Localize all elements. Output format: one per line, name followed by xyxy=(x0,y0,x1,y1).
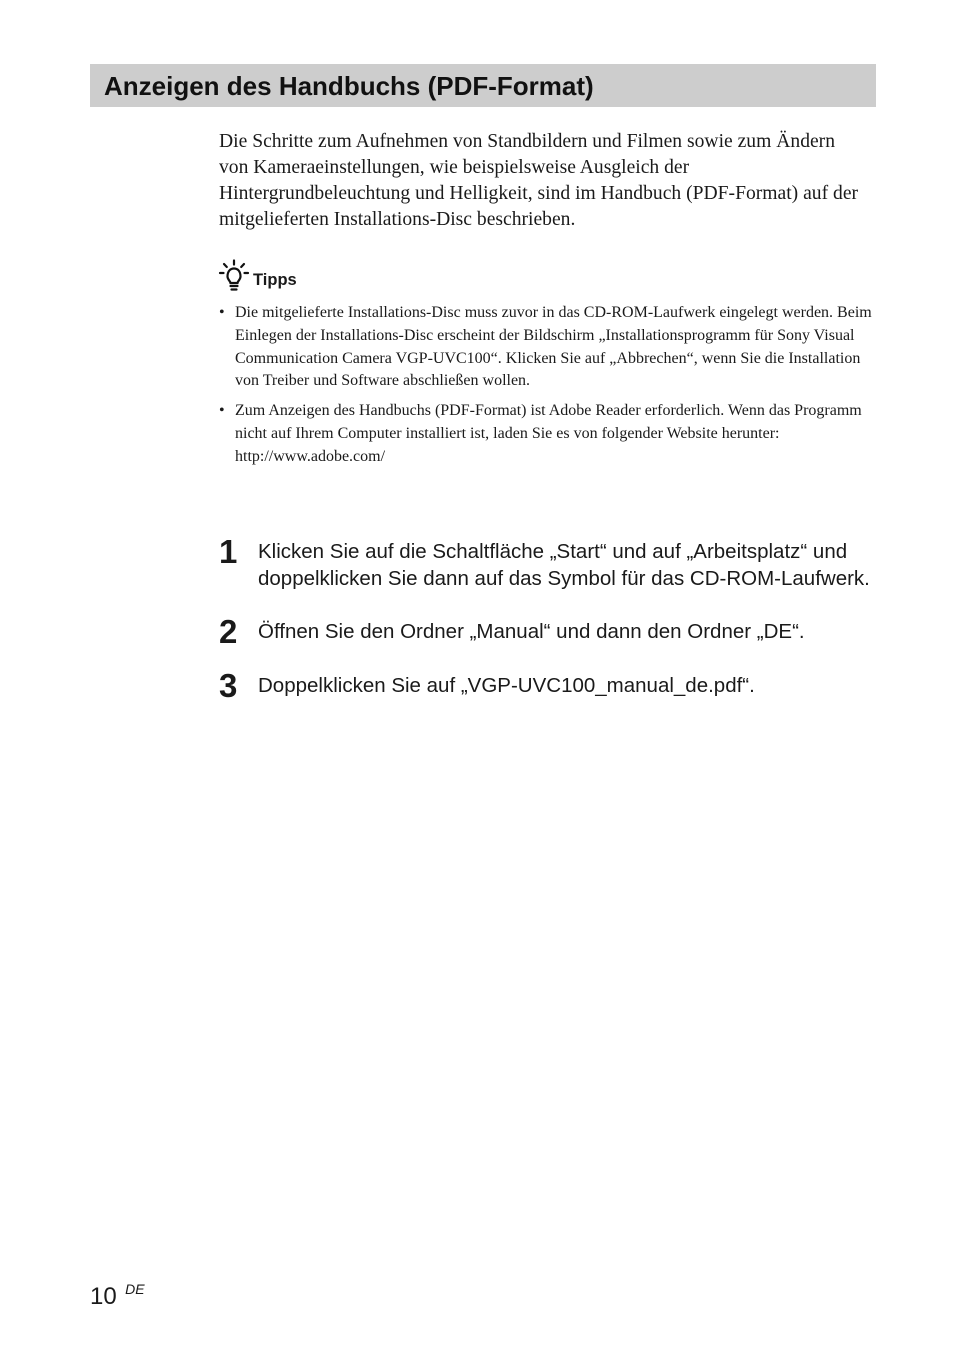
tips-list xyxy=(219,302,874,476)
intro-paragraph: Die Schritte zum Aufnehmen von Standbildern und Filmen sowie zum Ändern von Kameraeinstellungen, wie beispielsweise Ausgleich der Hintergrundbeleuchtung und Helligkeit, sind im Handbuch (PDF-Format) auf der mitgelieferten Installations-Disc beschrieben. xyxy=(219,131,859,230)
step-item xyxy=(219,533,879,592)
tips-label: Tipps xyxy=(253,270,297,289)
step-item xyxy=(219,613,879,650)
section-title: Anzeigen des Handbuchs (PDF-Format) xyxy=(104,71,594,101)
step-text: Klicken Sie auf die Schaltfläche „Start“ und auf „Arbeitsplatz“ und doppelklicken Sie dann auf das Symbol für das CD-ROM-Laufwerk. xyxy=(258,540,870,590)
tip-item xyxy=(219,400,874,468)
adobe-url: http://www.adobe.com/ xyxy=(235,447,386,465)
bullet: • xyxy=(219,402,225,420)
step-number: 1 xyxy=(219,533,238,570)
step-number: 3 xyxy=(219,667,238,704)
section-header xyxy=(90,64,876,107)
tip-item xyxy=(219,302,874,393)
step-text: Öffnen Sie den Ordner „Manual“ und dann den Ordner „DE“. xyxy=(258,620,805,643)
step-text: Doppelklicken Sie auf „VGP-UVC100_manual_de.pdf“. xyxy=(258,674,755,697)
page-number: 10 xyxy=(90,1283,117,1310)
tip-text: Zum Anzeigen des Handbuchs (PDF-Format) ist Adobe Reader erforderlich. Wenn das Programm nicht auf Ihrem Computer installiert ist, laden Sie es von folgender Website herunter: xyxy=(235,402,862,442)
bullet: • xyxy=(219,304,225,321)
page-language: DE xyxy=(125,1281,145,1297)
steps-list xyxy=(219,530,879,704)
step-number: 2 xyxy=(219,613,238,650)
lightbulb-icon xyxy=(218,259,250,293)
step-item xyxy=(219,667,879,704)
tips-heading xyxy=(218,258,297,294)
page-footer xyxy=(90,1283,145,1311)
tip-text: Die mitgelieferte Installations-Disc muss zuvor in das CD-ROM-Laufwerk eingelegt werden. Beim Einlegen der Installations-Disc erscheint der Bildschirm „Installationsprogramm für Sony Visual Communication Camera VGP-UVC100“. Klicken Sie auf „Abbrechen“, wenn Sie die Installation von Treiber und Software abschließen wollen. xyxy=(235,304,872,390)
